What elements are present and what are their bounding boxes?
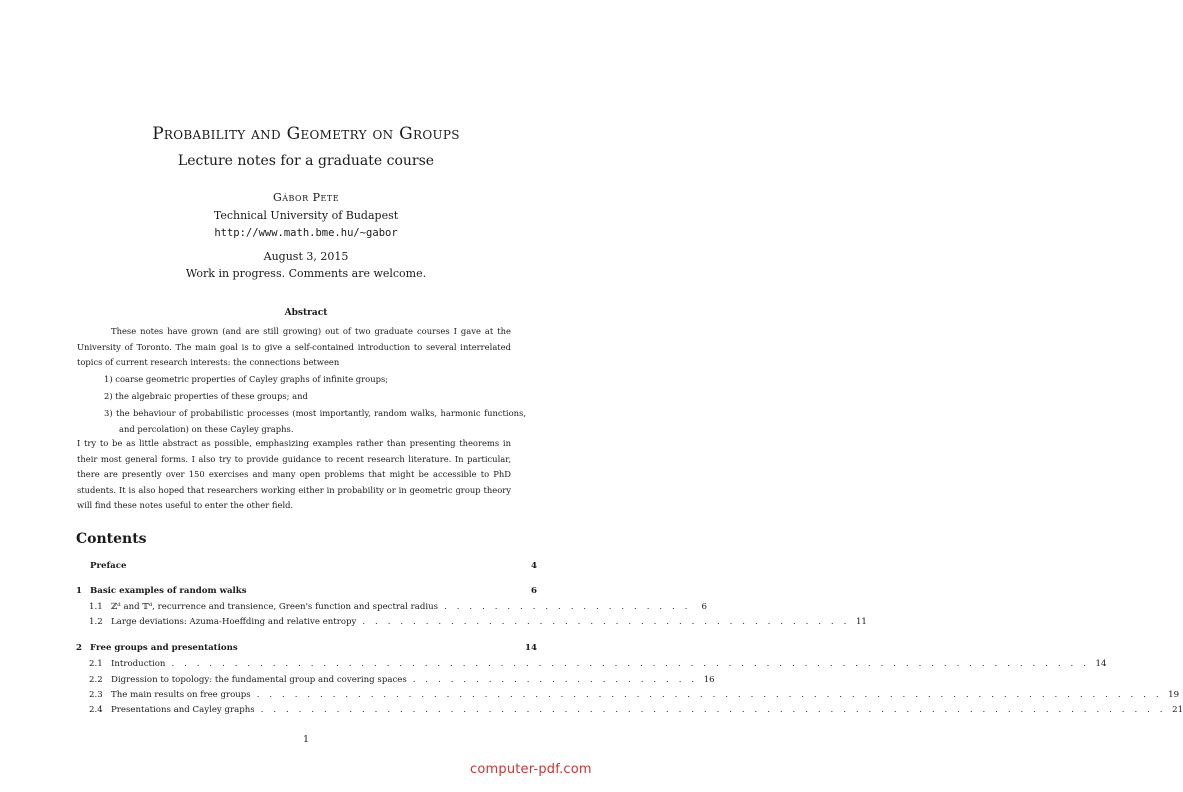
document-subtitle: Lecture notes for a graduate course [177,153,435,169]
author-affiliation: Technical University of Budapest [213,209,399,222]
toc-entry-section[interactable] [89,690,1180,704]
abstract-paragraph: I try to be as little abstract as possible, emphasizing examples rather than presenting theorems in their most general forms. I also try to provide guidance to recent research literature. In particular, there are presently over 150 exercises and many open problems that might be accessible to PhD students. It is also hoped that researchers working either in probability or in geometric group theory will find these notes useful to enter the other field. [77,438,511,510]
toc-page: 6 [531,586,537,596]
toc-entry-section[interactable] [89,705,1183,719]
toc-entry-section[interactable] [89,617,867,631]
toc-entry-section[interactable] [89,675,715,689]
toc-title: Basic examples of random walks [90,586,247,596]
toc-leader: . . . . . . . . . . . . . . . . . . . . . . . . . . . . . . . . . . . . . . . . . . . . . . . . . . . . . . . . . . . . . . . . . . . . . . . . [256,690,1163,700]
toc-number: 2.3 [89,690,103,700]
author-url[interactable]: http://www.math.bme.hu/~gabor [214,227,398,239]
toc-entry-chapter[interactable] [76,586,537,600]
contents-heading: Contents [76,531,147,547]
toc-page: 6 [701,602,708,612]
toc-leader: . . . . . . . . . . . . . . . . . . . . . . . . . . . . . . . . . . . . . . . [362,617,850,627]
toc-number: 1.2 [89,617,103,627]
watermark-logo: computer-pdf.com [470,762,592,777]
abstract-paragraph: These notes have grown (and are still growing) out of two graduate courses I gave at the University of Toronto. The main goal is to give a self-contained introduction to several interrelated topics of current research interests: the connections between [77,326,511,367]
toc-page: 11 [855,617,867,627]
toc-number: 1 [76,586,82,596]
toc-title: ℤᵈ and 𝕋ᵈ, recurrence and transience, Green's function and spectral radius [111,602,439,612]
toc-leader: . . . . . . . . . . . . . . . . . . . . . . . [412,675,698,685]
toc-title: Introduction [111,659,166,669]
abstract-list-item: 2) the algebraic properties of these groups; and [104,391,308,401]
toc-leader: . . . . . . . . . . . . . . . . . . . . [444,602,692,612]
page-number: 1 [302,734,310,745]
toc-entry-section[interactable] [89,602,708,616]
document-status: Work in progress. Comments are welcome. [185,267,427,280]
abstract-heading: Abstract [284,308,328,318]
toc-entry-chapter[interactable] [76,643,537,657]
abstract-list-item: 1) coarse geometric properties of Cayley graphs of infinite groups; [104,374,389,384]
toc-page: 4 [531,561,537,571]
toc-leader: . . . . . . . . . . . . . . . . . . . . . . . . . . . . . . . . . . . . . . . . . . . . . . . . . . . . . . . . . . . . . . . . . . . . . . . . [260,705,1167,715]
author-name: Gábor Pete [272,191,340,204]
toc-title: The main results on free groups [111,690,251,700]
toc-page: 21 [1172,705,1183,715]
document-title: Probability and Geometry on Groups [152,124,460,144]
toc-title: Digression to topology: the fundamental group and covering spaces [111,675,407,685]
toc-number: 2.2 [89,675,103,685]
toc-page: 14 [1095,659,1107,669]
toc-page: 16 [703,675,715,685]
toc-page: 19 [1168,690,1180,700]
toc-entry-section[interactable] [89,659,1107,673]
toc-title: Preface [90,561,127,571]
document-date: August 3, 2015 [263,250,349,263]
toc-number: 2 [76,643,82,653]
toc-number: 1.1 [89,602,103,612]
abstract-list-item: 3) the behaviour of probabilistic processes (most importantly, random walks, harmonic functions, and percolation) on these Cayley graphs. [104,408,526,434]
toc-number: 2.4 [89,705,103,715]
toc-title: Large deviations: Azuma-Hoeffding and relative entropy [111,617,357,627]
toc-page: 14 [525,643,537,653]
toc-leader: . . . . . . . . . . . . . . . . . . . . . . . . . . . . . . . . . . . . . . . . . . . . . . . . . . . . . . . . . . . . . . . . . . . . . . . . . [171,659,1090,669]
toc-entry-preface[interactable] [76,561,537,575]
toc-number: 2.1 [89,659,103,669]
toc-title: Presentations and Cayley graphs [111,705,255,715]
toc-title: Free groups and presentations [90,643,238,653]
